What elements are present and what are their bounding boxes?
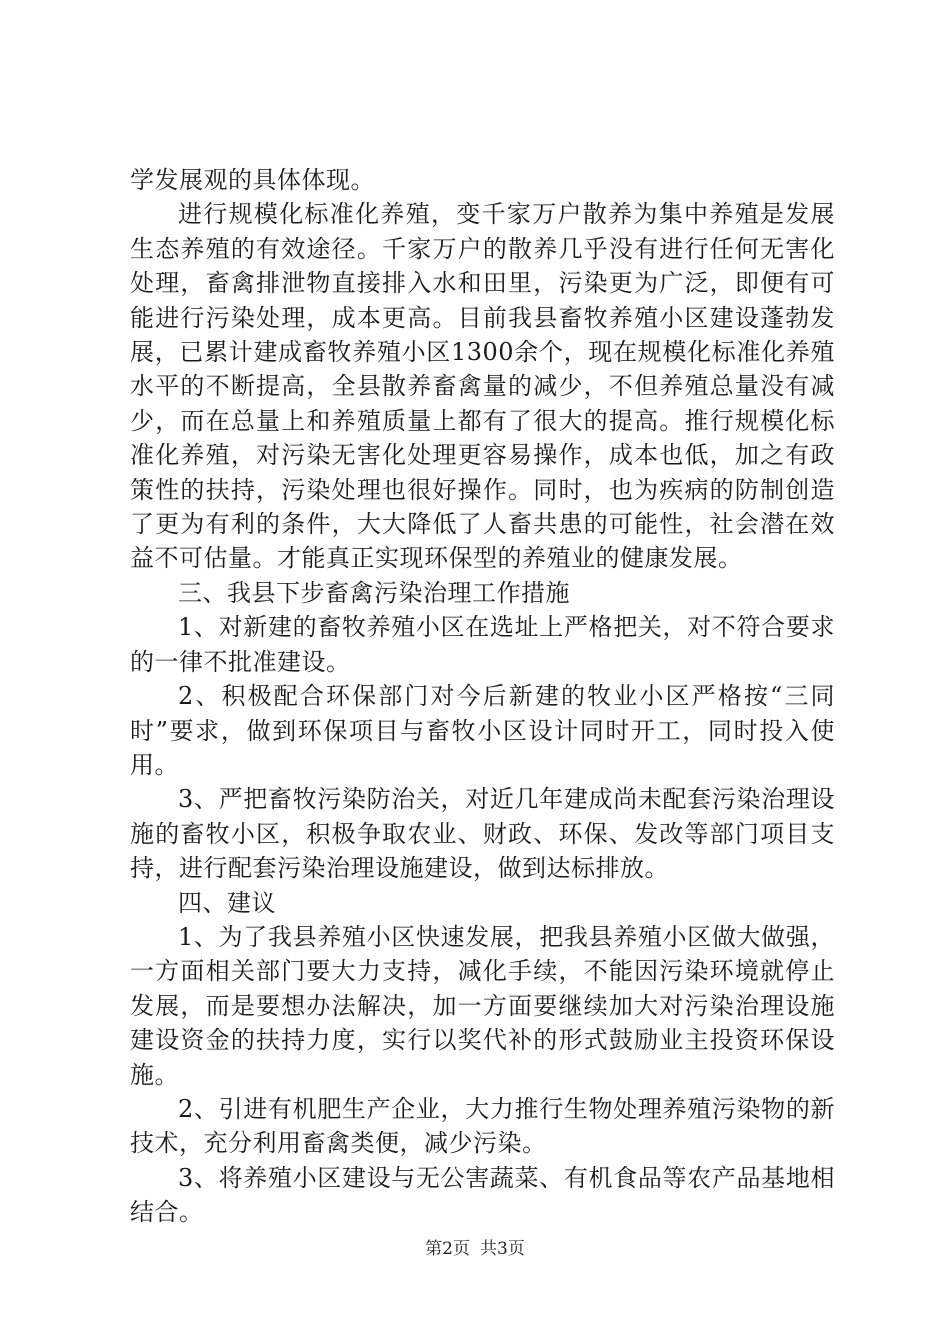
section-heading: 三、我县下步畜禽污染治理工作措施: [178, 578, 570, 607]
paragraph: 进行规模化标准化养殖，变千家万户散养为集中养殖是发展生态养殖的有效途径。千家万户的散养几乎没有进行任何无害化处理，畜禽排泄物直接排入水和田里，污染更为广泛，即便有可能进行污染处理，成本更高。目前我县畜牧养殖小区建设蓬勃发展，已累计建成畜牧养殖小区1300余个，现在规模化标准化养殖水平的不断提高，全县散养畜禽量的减少，不但养殖总量没有减少，而在总量上和养殖质量上都有了很大的提高。推行规模化标准化养殖，对污染无害化处理更容易操作，成本也低，加之有政策性的扶持，污染处理也很好操作。同时，也为疾病的防制创造了更为有利的条件，大大降低了人畜共患的可能性，社会潜在效益不可估量。才能真正实现环保型的养殖业的健康发展。: [130, 200, 835, 573]
page-number-total: 共3页: [480, 1239, 525, 1259]
page-footer: [0, 1238, 950, 1260]
list-item: 2、积极配合环保部门对今后新建的牧业小区严格按“三同时”要求，做到环保项目与畜牧小区设计同时开工，同时投入使用。: [130, 682, 835, 779]
list-item: 3、将养殖小区建设与无公害蔬菜、有机食品等农产品基地相结合。: [130, 1163, 835, 1227]
list-item: 2、引进有机肥生产企业，大力推行生物处理养殖污染物的新技术，充分利用畜禽类便，减少污染。: [130, 1094, 835, 1158]
section-heading: 四、建议: [178, 888, 276, 917]
list-item: 1、为了我县养殖小区快速发展，把我县养殖小区做大做强，一方面相关部门要大力支持，减化手续，不能因污染环境就停止发展，而是要想办法解决，加一方面要继续加大对污染治理设施建设资金的扶持力度，实行以奖代补的形式鼓励业主投资环保设施。: [130, 922, 835, 1089]
paragraph: 学发展观的具体体现。: [130, 166, 375, 194]
list-item: 3、严把畜牧污染防治关，对近几年建成尚未配套污染治理设施的畜牧小区，积极争取农业、财政、环保、发改等部门项目支持，进行配套污染治理设施建设，做到达标排放。: [130, 785, 835, 883]
list-item: 1、对新建的畜牧养殖小区在选址上严格把关，对不符合要求的一律不批准建设。: [130, 613, 835, 676]
document-body: [130, 163, 835, 1230]
page-number-current: 第2页: [425, 1239, 470, 1259]
